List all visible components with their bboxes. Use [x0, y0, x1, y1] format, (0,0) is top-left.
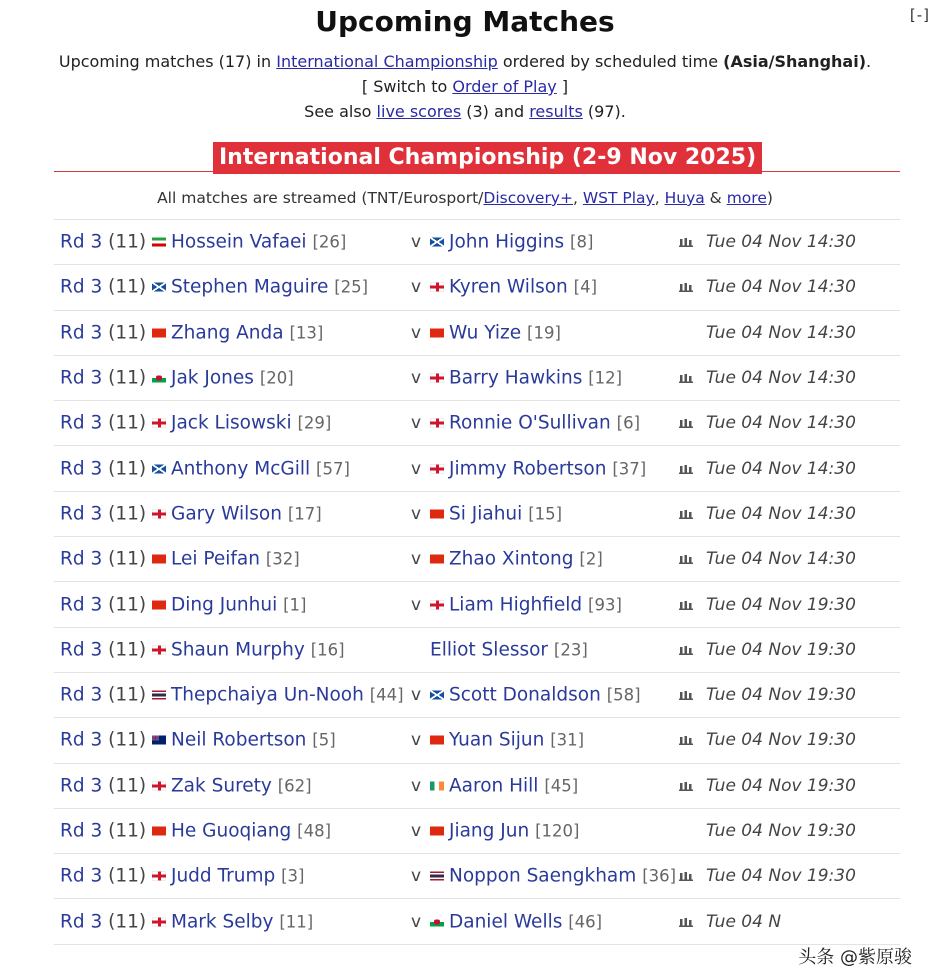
scheduled-time: Tue 04 Nov 19:30 — [706, 866, 856, 887]
live-count: (3) and — [461, 102, 530, 121]
player-1-link[interactable]: Zak Surety — [171, 775, 272, 797]
player-2-cell — [430, 866, 676, 887]
player-1-link[interactable]: Neil Robertson — [171, 729, 307, 751]
england-flag-icon — [152, 509, 166, 518]
player-1-cell — [152, 232, 346, 253]
versus-label: v — [411, 503, 422, 524]
versus-label: v — [411, 322, 422, 343]
player-2-link[interactable]: Wu Yize — [449, 322, 522, 344]
broadcast-icon[interactable] — [679, 600, 693, 610]
player-1-cell — [152, 277, 368, 298]
match-row — [54, 265, 900, 310]
broadcast-icon[interactable] — [679, 418, 693, 428]
england-flag-icon — [152, 781, 166, 790]
best-of: (11) — [108, 594, 147, 616]
round-link[interactable]: Rd 3 — [60, 729, 103, 751]
wales-flag-icon — [430, 917, 444, 926]
round-cell — [60, 458, 146, 479]
player-1-cell — [152, 368, 294, 389]
streamed-sep-1: , — [572, 189, 583, 207]
player-1-seed: [25] — [334, 277, 369, 297]
player-2-seed: [19] — [527, 323, 561, 343]
scheduled-time: Tue 04 Nov 19:30 — [706, 775, 856, 796]
player-1-seed: [17] — [287, 504, 322, 524]
huya-link[interactable]: Huya — [664, 189, 705, 207]
player-1-seed: [11] — [279, 912, 314, 932]
round-link[interactable]: Rd 3 — [60, 548, 103, 570]
round-link[interactable]: Rd 3 — [60, 911, 103, 933]
player-1-seed: [1] — [283, 595, 307, 615]
player-2-link[interactable]: Aaron Hill — [449, 775, 539, 797]
china-flag-icon — [430, 827, 444, 836]
england-flag-icon — [430, 600, 444, 609]
player-2-link[interactable]: Yuan Sijun — [449, 729, 545, 751]
see-also-prefix: See also — [304, 102, 377, 121]
best-of: (11) — [108, 684, 147, 706]
player-1-cell — [152, 685, 404, 706]
player-2-link[interactable]: Barry Hawkins — [449, 367, 583, 389]
player-1-link[interactable]: Thepchaiya Un-Nooh — [171, 684, 364, 706]
player-2-cell — [430, 775, 578, 796]
match-row — [54, 899, 900, 944]
best-of: (11) — [108, 503, 147, 525]
broadcast-icon[interactable] — [679, 237, 693, 247]
england-flag-icon — [430, 464, 444, 473]
match-row — [54, 718, 900, 763]
round-cell — [60, 730, 146, 751]
player-2-seed: [6] — [616, 413, 641, 433]
broadcast-icon[interactable] — [679, 645, 693, 655]
live-scores-link[interactable]: live scores — [376, 102, 462, 121]
event-title: International Championship (2-9 Nov 2025) — [213, 142, 762, 174]
match-row — [54, 628, 900, 673]
match-row — [54, 582, 900, 627]
england-flag-icon — [430, 419, 444, 428]
broadcast-icon[interactable] — [679, 554, 693, 564]
round-cell — [60, 368, 146, 389]
broadcast-icon[interactable] — [679, 735, 693, 745]
best-of: (11) — [108, 458, 147, 480]
player-1-cell — [152, 866, 305, 887]
page-title: Upcoming Matches — [315, 5, 615, 38]
round-link[interactable]: Rd 3 — [60, 458, 103, 480]
player-1-seed: [62] — [277, 776, 312, 796]
info-line-3 — [0, 99, 930, 124]
player-2-seed: [12] — [588, 368, 623, 388]
scheduled-time: Tue 04 Nov 19:30 — [706, 685, 856, 706]
scheduled-time: Tue 04 Nov 19:30 — [706, 730, 856, 751]
player-1-seed: [29] — [297, 413, 332, 433]
round-cell — [60, 594, 146, 615]
player-2-seed: [31] — [550, 730, 585, 750]
player-1-seed: [5] — [312, 730, 336, 750]
player-2-seed: [4] — [573, 277, 598, 297]
scheduled-time: Tue 04 Nov 14:30 — [706, 277, 856, 298]
upcoming-info — [0, 49, 930, 124]
player-2-cell — [430, 413, 640, 434]
player-2-seed: [93] — [588, 595, 622, 615]
match-row — [54, 220, 900, 265]
matches-table — [54, 219, 900, 945]
player-2-seed: [45] — [544, 776, 579, 796]
best-of: (11) — [108, 231, 147, 253]
player-2-link[interactable]: Jimmy Robertson — [449, 458, 607, 480]
thailand-flag-icon — [430, 872, 444, 881]
player-2-link[interactable]: Elliot Slessor — [430, 639, 549, 661]
versus-label: v — [411, 368, 422, 389]
player-2-link[interactable]: Liam Highfield — [449, 594, 583, 616]
info-line-2 — [0, 74, 930, 99]
broadcast-icon[interactable] — [679, 282, 693, 292]
broadcast-icon[interactable] — [679, 871, 693, 881]
iran-flag-icon — [152, 238, 166, 247]
round-cell — [60, 322, 146, 343]
player-2-cell — [430, 730, 584, 751]
scotland-flag-icon — [430, 691, 444, 700]
info-line-1 — [0, 49, 930, 74]
ireland-flag-icon — [430, 781, 444, 790]
player-1-link[interactable]: Ding Junhui — [171, 594, 278, 616]
streamed-sep-3: & — [704, 189, 727, 207]
wst-play-link[interactable]: WST Play — [582, 189, 655, 207]
streaming-note — [0, 189, 930, 207]
player-2-seed: [2] — [579, 549, 603, 569]
results-link[interactable]: results — [529, 102, 583, 121]
streamed-sep-2: , — [654, 189, 665, 207]
player-2-link[interactable]: Ronnie O'Sullivan — [449, 412, 611, 434]
player-1-link[interactable]: Jak Jones — [171, 367, 254, 389]
player-1-link[interactable]: Anthony McGill — [171, 458, 311, 480]
player-1-link[interactable]: Lei Peifan — [171, 548, 260, 570]
england-flag-icon — [152, 872, 166, 881]
player-1-seed: [48] — [297, 821, 332, 841]
player-1-link[interactable]: Jack Lisowski — [171, 412, 292, 434]
england-flag-icon — [152, 419, 166, 428]
round-cell — [60, 639, 146, 660]
player-2-cell — [430, 503, 562, 524]
broadcast-icon[interactable] — [679, 917, 693, 927]
round-link[interactable]: Rd 3 — [60, 367, 103, 389]
broadcast-icon[interactable] — [679, 373, 693, 383]
england-flag-icon — [430, 283, 444, 292]
player-1-cell — [152, 549, 300, 570]
player-2-cell — [430, 594, 622, 615]
player-1-link[interactable]: Stephen Maguire — [171, 276, 329, 298]
versus-label: v — [411, 232, 422, 253]
china-flag-icon — [152, 328, 166, 337]
info-end: . — [866, 52, 872, 71]
scheduled-time: Tue 04 Nov 14:30 — [706, 368, 856, 389]
order-of-play-link[interactable]: Order of Play — [452, 77, 557, 96]
round-link[interactable]: Rd 3 — [60, 820, 103, 842]
round-link[interactable]: Rd 3 — [60, 639, 103, 661]
player-2-link[interactable]: Noppon Saengkham — [449, 865, 637, 887]
england-flag-icon — [152, 645, 166, 654]
match-row — [54, 809, 900, 854]
best-of: (11) — [108, 911, 147, 933]
player-2-seed: [46] — [568, 912, 603, 932]
best-of: (11) — [108, 412, 147, 434]
match-row — [54, 401, 900, 446]
best-of: (11) — [108, 276, 147, 298]
player-2-cell — [430, 549, 603, 570]
event-link[interactable]: International Championship — [276, 52, 498, 71]
match-row — [54, 311, 900, 356]
round-cell — [60, 821, 146, 842]
england-flag-icon — [152, 917, 166, 926]
round-link[interactable]: Rd 3 — [60, 594, 103, 616]
event-header — [54, 142, 900, 174]
scotland-flag-icon — [152, 283, 166, 292]
scheduled-time: Tue 04 Nov 14:30 — [706, 549, 856, 570]
timezone-label: (Asia/Shanghai) — [723, 52, 867, 71]
player-2-link[interactable]: Kyren Wilson — [449, 276, 568, 298]
player-1-cell — [152, 594, 307, 615]
streamed-suffix: ) — [766, 189, 773, 207]
player-1-seed: [44] — [369, 685, 404, 705]
player-1-seed: [3] — [281, 866, 305, 886]
china-flag-icon — [152, 555, 166, 564]
best-of: (11) — [108, 820, 147, 842]
scheduled-time: Tue 04 Nov 14:30 — [706, 458, 856, 479]
round-cell — [60, 866, 146, 887]
thailand-flag-icon — [152, 691, 166, 700]
player-2-seed: [120] — [535, 821, 580, 841]
player-1-cell — [152, 775, 312, 796]
player-1-cell — [152, 821, 331, 842]
player-1-cell — [152, 322, 323, 343]
player-2-seed: [8] — [570, 232, 594, 252]
streamed-prefix: All matches are streamed (TNT/Eurosport/ — [157, 189, 484, 207]
player-1-seed: [20] — [259, 368, 294, 388]
round-link[interactable]: Rd 3 — [60, 865, 103, 887]
versus-label: v — [411, 911, 422, 932]
round-cell — [60, 685, 146, 706]
match-row — [54, 764, 900, 809]
versus-label: v — [411, 594, 422, 615]
match-row — [54, 537, 900, 582]
round-cell — [60, 277, 146, 298]
scheduled-time: Tue 04 Nov 14:30 — [706, 322, 856, 343]
best-of: (11) — [108, 367, 147, 389]
player-1-link[interactable]: Hossein Vafaei — [171, 231, 307, 253]
player-1-cell — [152, 458, 350, 479]
match-row — [54, 854, 900, 899]
round-cell — [60, 775, 146, 796]
player-1-seed: [26] — [312, 232, 347, 252]
switch-prefix: [ Switch to — [361, 77, 453, 96]
round-link[interactable]: Rd 3 — [60, 684, 103, 706]
player-2-cell — [430, 821, 579, 842]
player-2-link[interactable]: John Higgins — [449, 231, 565, 253]
player-1-cell — [152, 730, 336, 751]
player-2-link[interactable]: Daniel Wells — [449, 911, 563, 933]
player-2-link[interactable]: Scott Donaldson — [449, 684, 601, 706]
england-flag-icon — [430, 374, 444, 383]
player-2-cell — [430, 639, 588, 660]
player-2-seed: [37] — [612, 459, 647, 479]
wales-flag-icon — [152, 374, 166, 383]
player-1-link[interactable]: Judd Trump — [171, 865, 276, 887]
best-of: (11) — [108, 775, 147, 797]
versus-label: v — [411, 413, 422, 434]
player-1-cell — [152, 911, 313, 932]
china-flag-icon — [430, 736, 444, 745]
australia-flag-icon — [152, 736, 166, 745]
collapse-toggle[interactable]: [-] — [909, 6, 930, 24]
scheduled-time: Tue 04 Nov 14:30 — [706, 503, 856, 524]
versus-label: v — [411, 775, 422, 796]
best-of: (11) — [108, 322, 147, 344]
player-1-link[interactable]: Gary Wilson — [171, 503, 282, 525]
versus-label: v — [411, 730, 422, 751]
player-2-seed: [23] — [553, 640, 588, 660]
player-1-seed: [57] — [316, 459, 350, 479]
info-mid: ordered by scheduled time — [497, 52, 724, 71]
player-2-seed: [15] — [528, 504, 563, 524]
round-cell — [60, 232, 146, 253]
player-1-cell — [152, 639, 345, 660]
round-cell — [60, 413, 146, 434]
broadcast-icon[interactable] — [679, 509, 693, 519]
discovery-link[interactable]: Discovery+ — [483, 189, 573, 207]
scheduled-time: Tue 04 Nov 19:30 — [706, 594, 856, 615]
player-2-link[interactable]: Si Jiahui — [449, 503, 523, 525]
best-of: (11) — [108, 729, 147, 751]
round-cell — [60, 911, 146, 932]
match-row — [54, 356, 900, 401]
player-2-cell — [430, 911, 602, 932]
info-prefix: Upcoming matches (17) in — [58, 52, 277, 71]
scotland-flag-icon — [152, 464, 166, 473]
player-1-link[interactable]: Zhang Anda — [171, 322, 284, 344]
broadcast-icon[interactable] — [679, 781, 693, 791]
best-of: (11) — [108, 639, 147, 661]
results-count: (97). — [582, 102, 626, 121]
scheduled-time: Tue 04 Nov 19:30 — [706, 821, 856, 841]
versus-label: v — [411, 549, 422, 570]
player-1-seed: [16] — [310, 640, 345, 660]
china-flag-icon — [430, 509, 444, 518]
match-row — [54, 492, 900, 537]
match-row — [54, 446, 900, 491]
player-1-link[interactable]: Mark Selby — [171, 911, 274, 933]
player-1-seed: [32] — [265, 549, 300, 569]
round-cell — [60, 549, 146, 570]
broadcast-icon[interactable] — [679, 690, 693, 700]
best-of: (11) — [108, 865, 147, 887]
round-link[interactable]: Rd 3 — [60, 503, 103, 525]
player-2-cell — [430, 322, 561, 343]
versus-label: v — [411, 277, 422, 298]
best-of: (11) — [108, 548, 147, 570]
player-2-cell — [430, 368, 622, 389]
player-2-link[interactable]: Zhao Xintong — [449, 548, 574, 570]
player-1-link[interactable]: He Guoqiang — [171, 820, 292, 842]
china-flag-icon — [430, 328, 444, 337]
china-flag-icon — [152, 600, 166, 609]
china-flag-icon — [430, 555, 444, 564]
china-flag-icon — [152, 827, 166, 836]
scheduled-time: Tue 04 Nov 14:30 — [706, 232, 856, 253]
versus-label: v — [411, 458, 422, 479]
player-2-link[interactable]: Jiang Jun — [449, 820, 530, 842]
player-2-cell — [430, 232, 593, 253]
versus-label: v — [411, 685, 422, 706]
round-link[interactable]: Rd 3 — [60, 412, 103, 434]
scheduled-time: Tue 04 Nov 19:30 — [706, 639, 856, 660]
player-1-link[interactable]: Shaun Murphy — [171, 639, 305, 661]
player-1-seed: [13] — [289, 323, 324, 343]
round-link[interactable]: Rd 3 — [60, 231, 103, 253]
round-link[interactable]: Rd 3 — [60, 322, 103, 344]
player-2-seed: [36] — [642, 866, 677, 886]
versus-label: v — [411, 821, 422, 841]
round-cell — [60, 503, 146, 524]
broadcast-icon[interactable] — [679, 464, 693, 474]
scotland-flag-icon — [430, 238, 444, 247]
watermark: 头条 @紫原骏 — [798, 947, 912, 968]
versus-label: v — [411, 866, 422, 887]
more-link[interactable]: more — [726, 189, 767, 207]
player-2-seed: [58] — [606, 685, 641, 705]
player-2-cell — [430, 685, 641, 706]
player-2-cell — [430, 458, 646, 479]
match-row — [54, 673, 900, 718]
switch-suffix: ] — [556, 77, 569, 96]
player-2-cell — [430, 277, 597, 298]
scheduled-time: Tue 04 Nov 14:30 — [706, 413, 856, 434]
round-link[interactable]: Rd 3 — [60, 276, 103, 298]
scheduled-time: Tue 04 N — [706, 911, 782, 932]
round-link[interactable]: Rd 3 — [60, 775, 103, 797]
player-1-cell — [152, 413, 331, 434]
player-1-cell — [152, 503, 322, 524]
